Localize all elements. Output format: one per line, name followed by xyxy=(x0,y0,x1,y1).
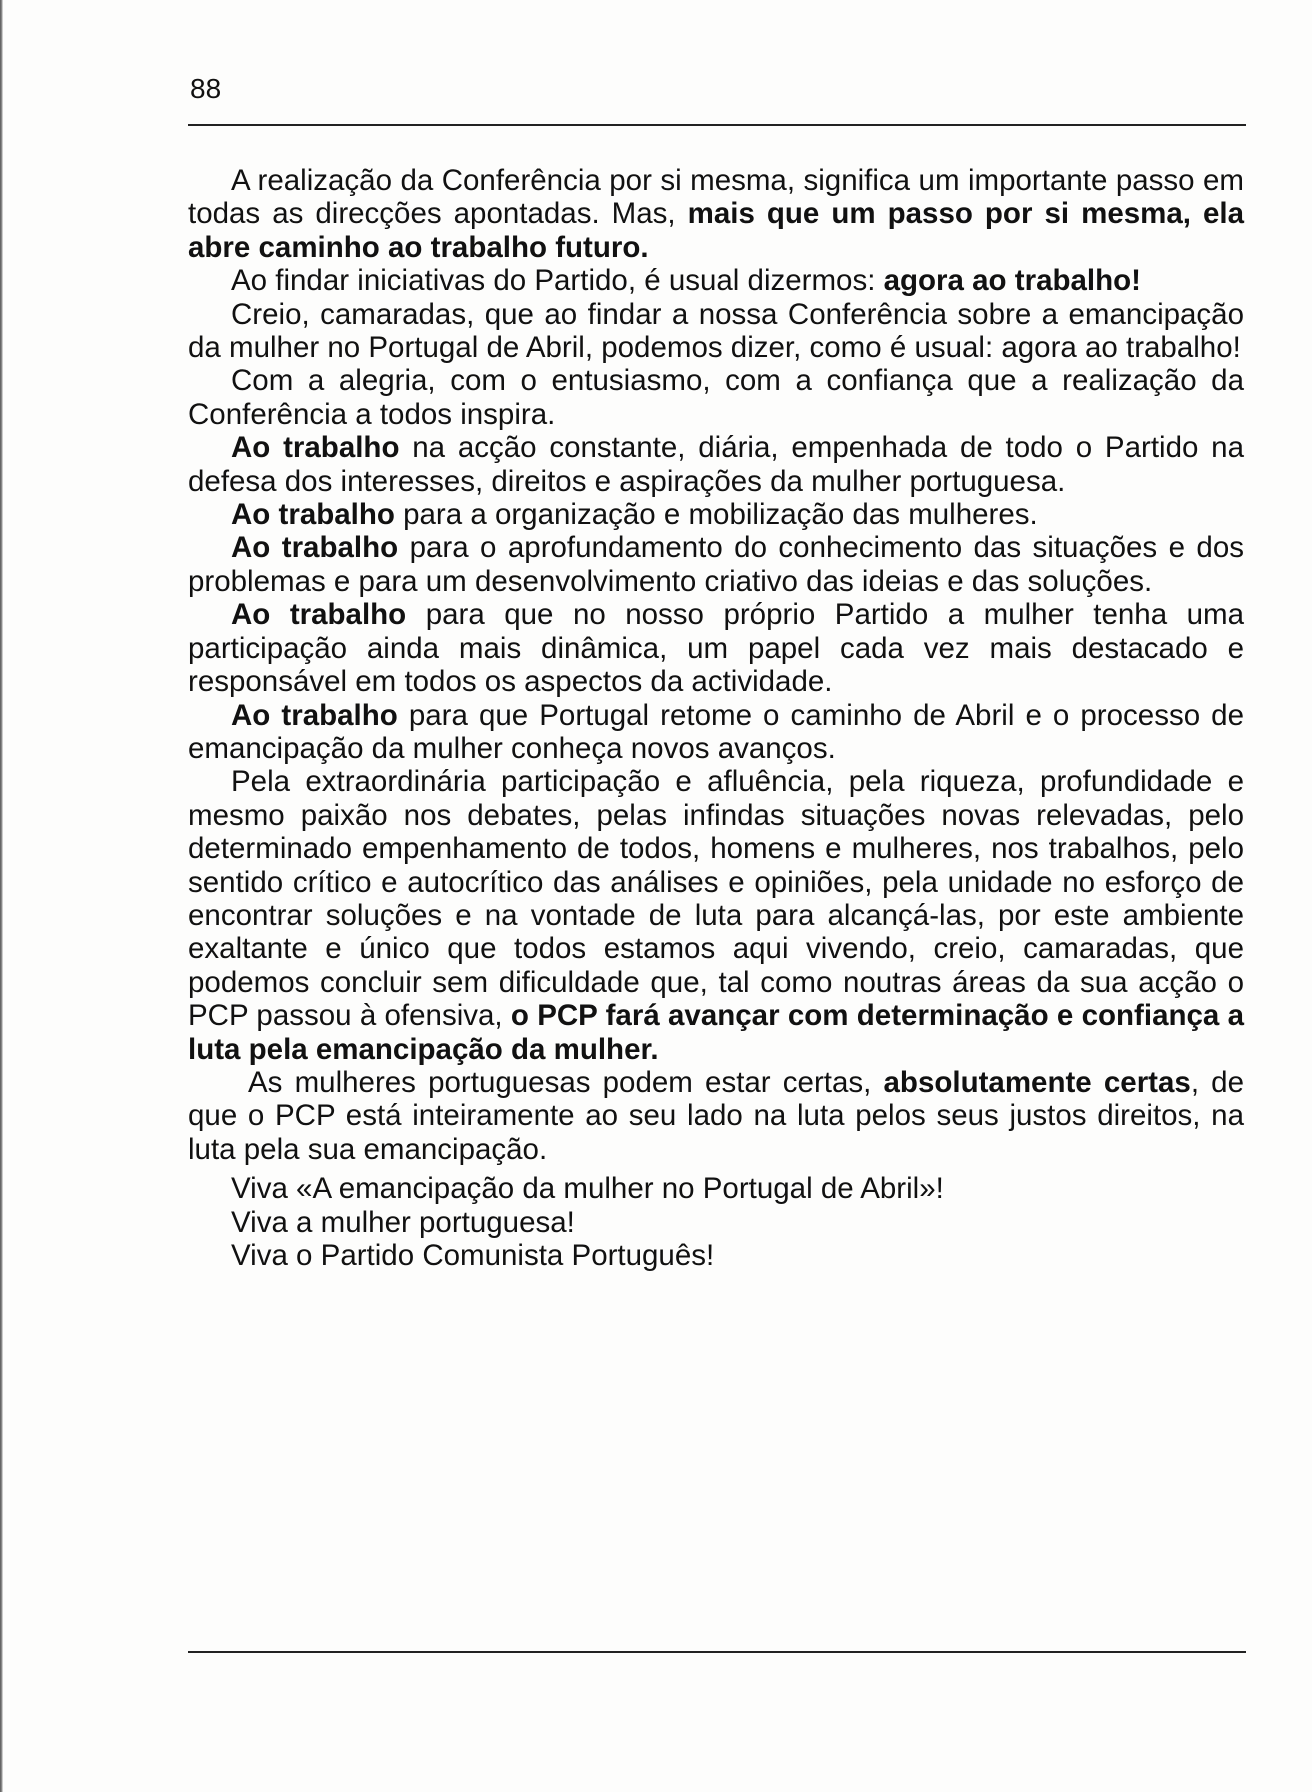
paragraph: Ao trabalho na acção constante, diária, empenhada de todo o Partido na defesa dos interesses, direitos e aspirações da mulher portuguesa. xyxy=(188,431,1244,498)
closing-line: Viva o Partido Comunista Português! xyxy=(231,1239,715,1272)
emphasis: o PCP fará avançar com determinação e confiança a luta pela emancipação da mulher. xyxy=(188,999,1244,1066)
emphasis: Ao trabalho xyxy=(231,431,400,465)
closing-line: Viva a mulher portuguesa! xyxy=(231,1205,575,1239)
paragraph: Ao trabalho para a organização e mobilização das mulheres. xyxy=(231,498,1038,532)
header-rule xyxy=(188,124,1246,126)
body-text xyxy=(188,164,1244,1272)
page-binding-edge xyxy=(0,0,3,1792)
emphasis: agora ao trabalho! xyxy=(883,264,1141,298)
paragraph: Ao trabalho para que Portugal retome o caminho de Abril e o processo de emancipação da mulher conheça novos avanços. xyxy=(188,698,1244,765)
page-number: 88 xyxy=(190,73,222,104)
paragraph: Creio, camaradas, que ao findar a nossa Conferência sobre a emancipação da mulher no Portugal de Abril, podemos dizer, como é usual: agora ao trabalho! xyxy=(188,297,1244,365)
paragraph: As mulheres portuguesas podem estar certas, absolutamente certas, de que o PCP está inteiramente ao seu lado na luta pelos seus justos direitos, na luta pela sua emancipação. xyxy=(188,1065,1244,1166)
paragraph: Pela extraordinária participação e afluência, pela riqueza, profundidade e mesmo paixão nos debates, pelas infindas situações novas relevadas, pelo determinado empenhamento de todos, homens e mulheres, nos trabalhos, pelo sentido crítico e autocrítico das análises e opiniões, pela unidade no esforço de encontrar soluções e na vontade de luta para alcançá-las, por este ambiente exaltante e único que todos estamos aqui vivendo, creio, camaradas, que podemos concluir sem dificuldade que, tal como noutras áreas da sua acção o PCP passou à ofensiva, o PCP fará avançar com determinação e confiança a luta pela emancipação da mulher. xyxy=(188,765,1244,1066)
emphasis: absolutamente certas xyxy=(883,1065,1191,1099)
emphasis: Ao trabalho xyxy=(231,498,395,532)
paragraph: Ao trabalho para o aprofundamento do conhecimento das situações e dos problemas e para um desenvolvimento criativo das ideias e das soluções. xyxy=(188,531,1244,598)
emphasis: Ao trabalho xyxy=(231,698,398,732)
closing-salutations xyxy=(188,1172,1244,1272)
footer-rule xyxy=(188,1651,1246,1653)
paragraph: Ao findar iniciativas do Partido, é usual dizermos: agora ao trabalho! xyxy=(231,264,1141,298)
closing-line: Viva «A emancipação da mulher no Portugal de Abril»! xyxy=(231,1172,944,1206)
emphasis: Ao trabalho xyxy=(231,531,399,565)
paragraph: Com a alegria, com o entusiasmo, com a confiança que a realização da Conferência a todos inspira. xyxy=(188,364,1244,431)
paragraph: A realização da Conferência por si mesma, significa um importante passo em todas as direcções apontadas. Mas, mais que um passo por si mesma, ela abre caminho ao trabalho futuro. xyxy=(188,164,1244,264)
emphasis: Ao trabalho xyxy=(231,598,407,632)
paragraph: Ao trabalho para que no nosso próprio Partido a mulher tenha uma participação ainda mais dinâmica, um papel cada vez mais destacado e responsável em todos os aspectos da actividade. xyxy=(188,598,1244,699)
emphasis: mais que um passo por si mesma, ela abre caminho ao trabalho futuro. xyxy=(188,197,1244,264)
